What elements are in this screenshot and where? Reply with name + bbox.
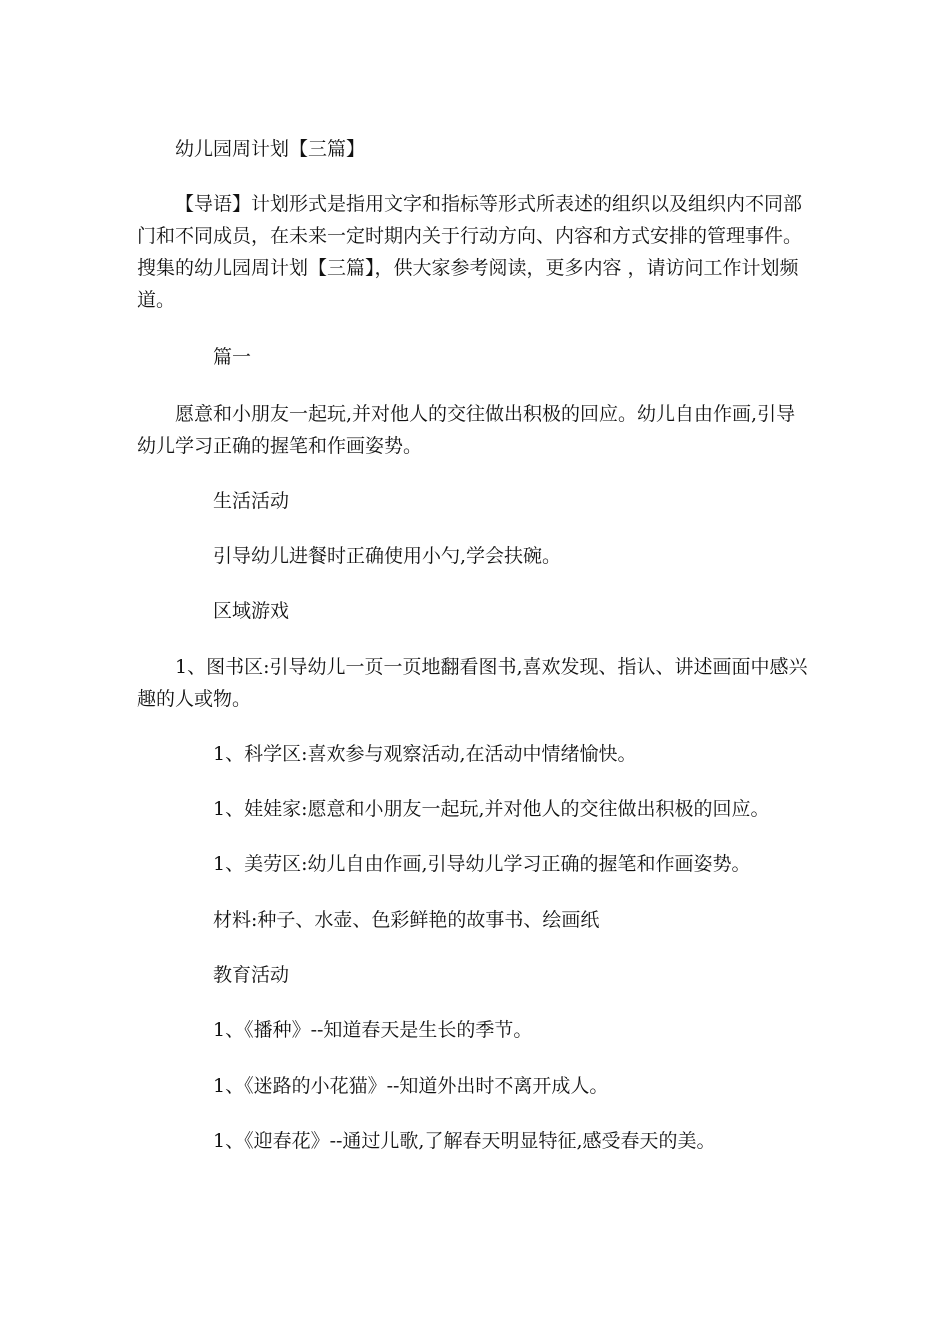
area-item-art: 1、美劳区:幼儿自由作画,引导幼儿学习正确的握笔和作画姿势。: [213, 853, 751, 875]
section-heading: 篇一: [213, 346, 252, 368]
life-activity-heading: 生活活动: [213, 490, 290, 512]
area-game-heading: 区域游戏: [213, 600, 290, 622]
intro-paragraph: 【导语】计划形式是指用文字和指标等形式所表述的组织以及组织内不同部门和不同成员，在未来一定时期内关于行动方向、内容和方式安排的管理事件。搜集的幼儿园周计划【三篇】，供大家参考阅读，更多内容 ，请访问工作计划频道。: [137, 193, 803, 311]
document-title: 幼儿园周计划【三篇】: [175, 138, 366, 160]
goal-paragraph: 愿意和小朋友一起玩,并对他人的交往做出积极的回应。幼儿自由作画,引导幼儿学习正确的握笔和作画姿势。: [137, 403, 796, 457]
education-item: 1、《迎春花》--通过儿歌,了解春天明显特征,感受春天的美。: [213, 1130, 716, 1152]
life-activity-text: 引导幼儿进餐时正确使用小勺,学会扶碗。: [213, 545, 562, 567]
area-item-library: 1、图书区:引导幼儿一页一页地翻看图书,喜欢发现、指认、讲述画面中感兴趣的人或物。: [137, 656, 808, 710]
materials-line: 材料:种子、水壶、色彩鲜艳的故事书、绘画纸: [213, 909, 600, 931]
area-item-doll-house: 1、娃娃家:愿意和小朋友一起玩,并对他人的交往做出积极的回应。: [213, 798, 770, 820]
education-item: 1、《播种》--知道春天是生长的季节。: [213, 1019, 533, 1041]
education-item: 1、《迷路的小花猫》--知道外出时不离开成人。: [213, 1075, 609, 1097]
area-item-science: 1、科学区:喜欢参与观察活动,在活动中情绪愉快。: [213, 743, 637, 765]
education-activity-heading: 教育活动: [213, 964, 290, 986]
